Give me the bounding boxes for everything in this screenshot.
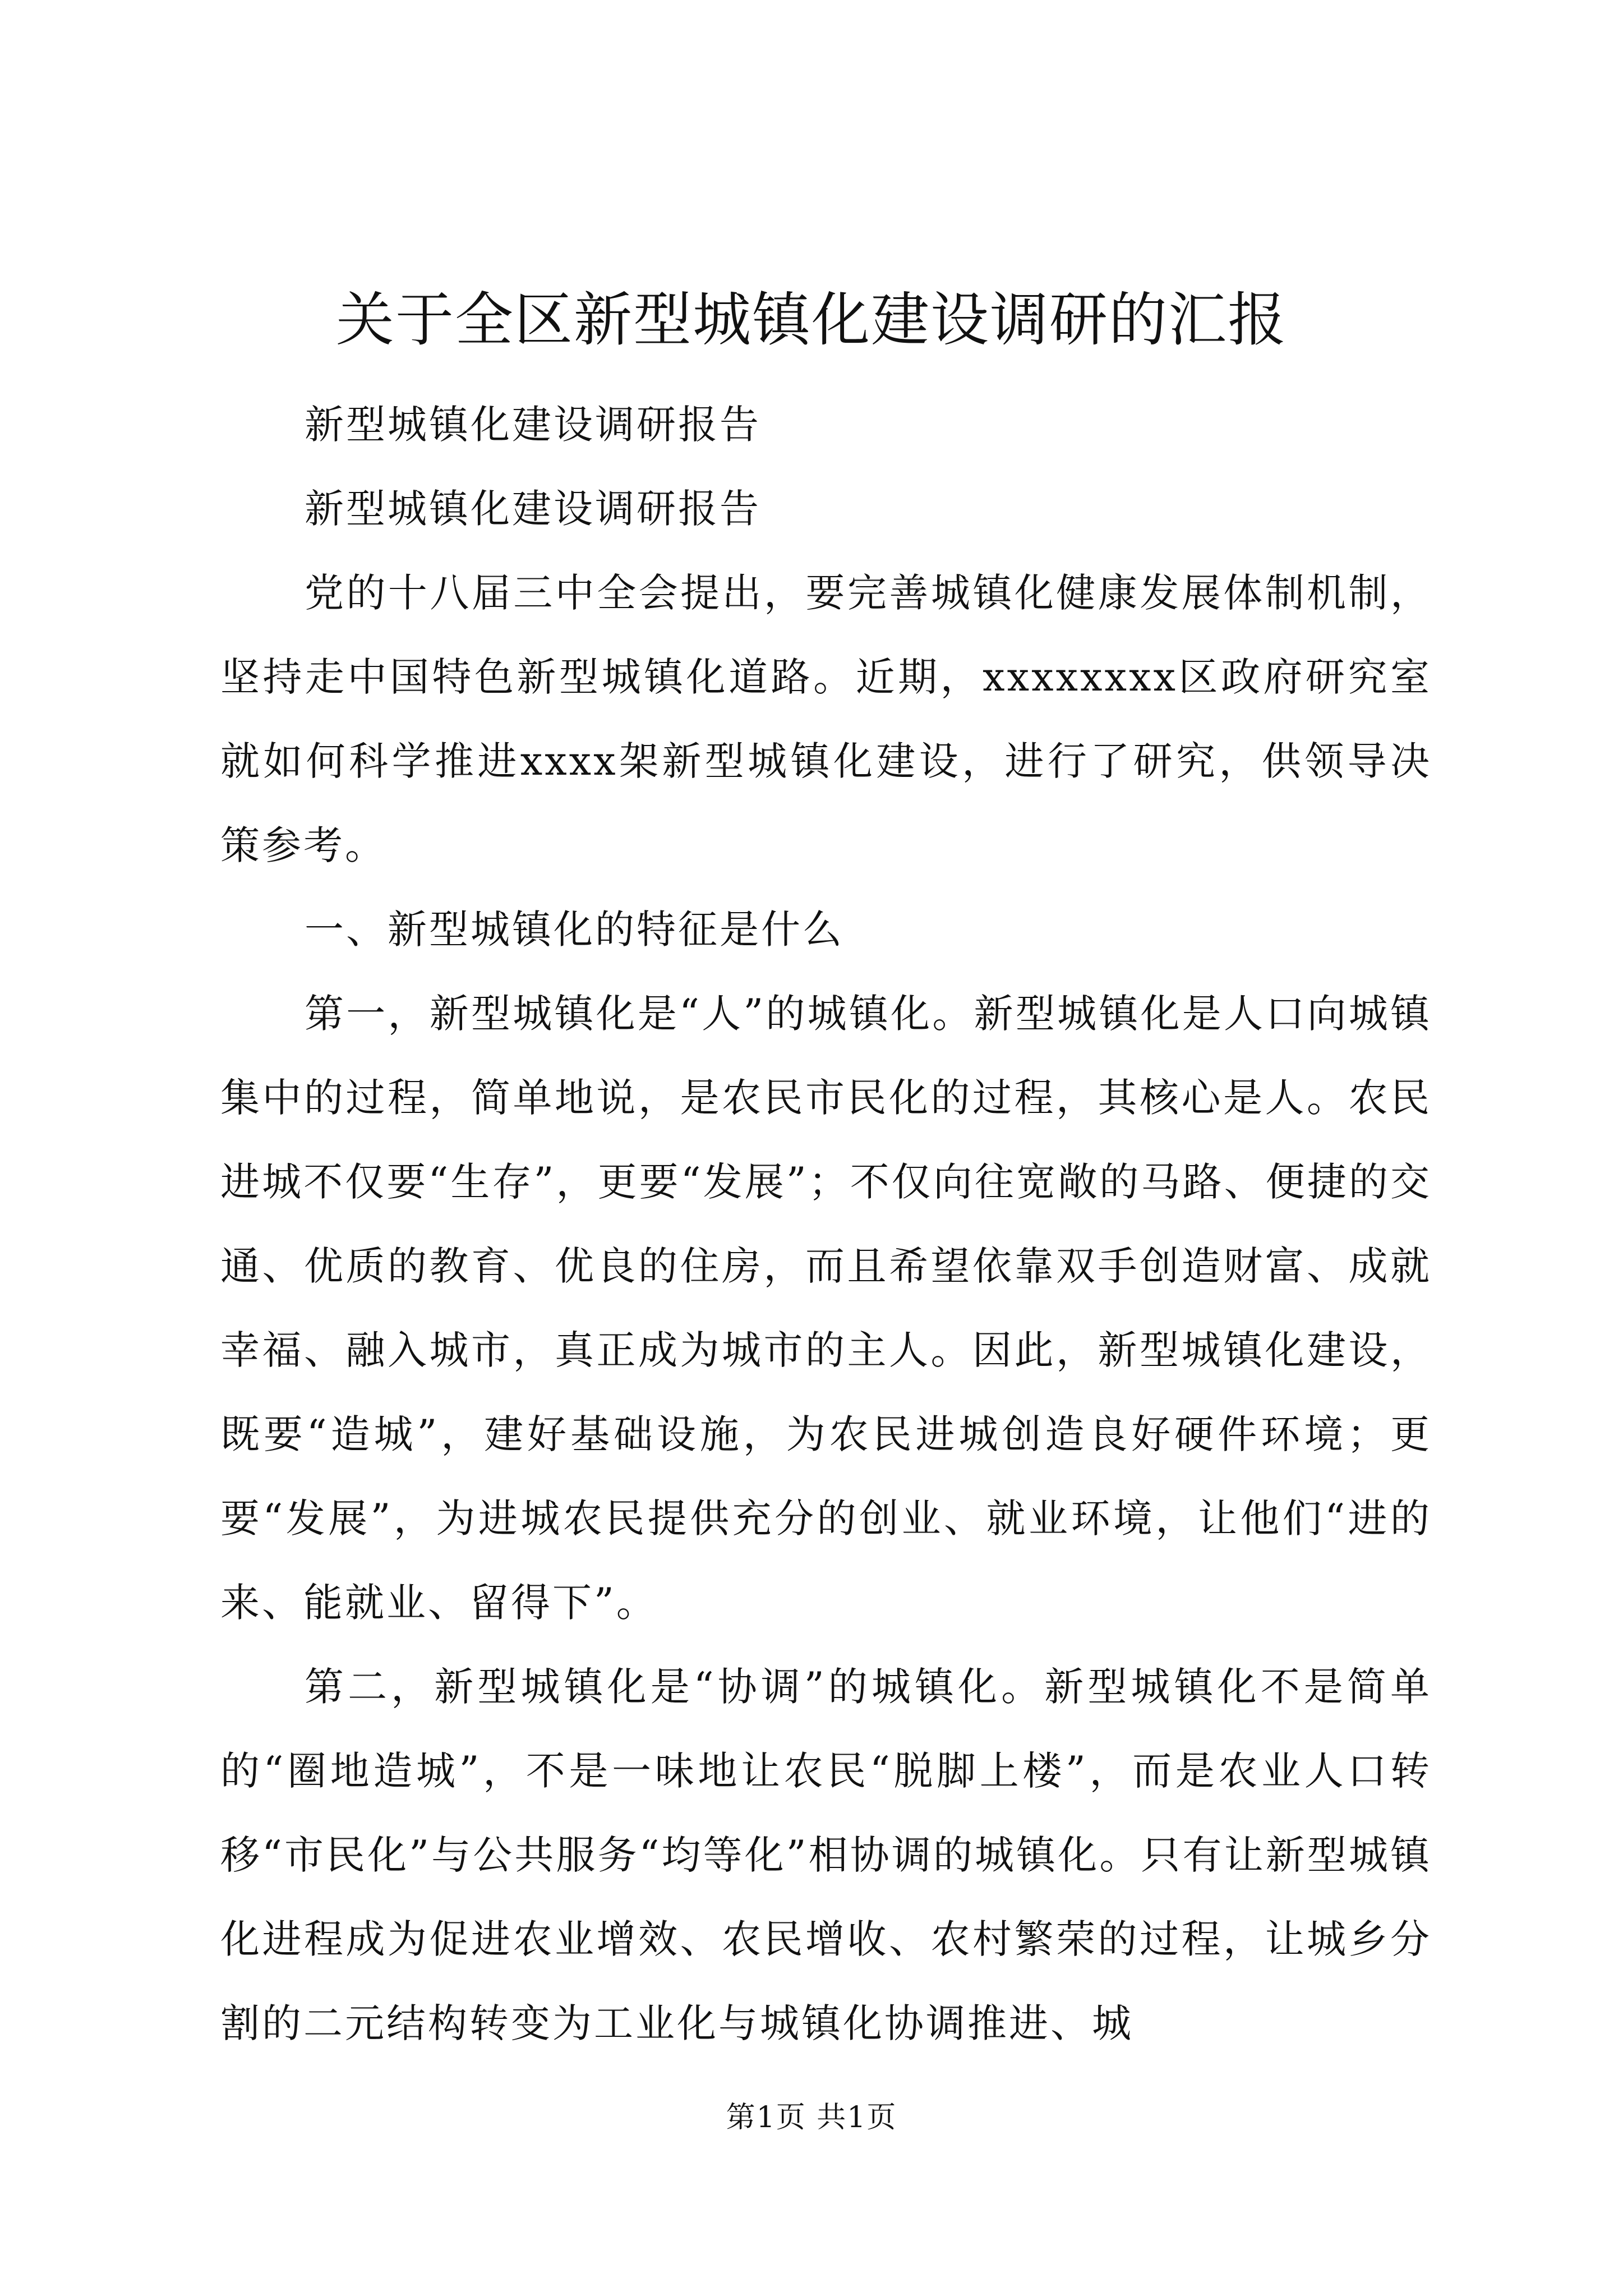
document-body	[220, 383, 1432, 2065]
subtitle-line-1: 新型城镇化建设调研报告	[305, 402, 761, 448]
page-number-footer: 第1页 共1页	[726, 2101, 897, 2134]
subtitle-line-2: 新型城镇化建设调研报告	[305, 486, 761, 532]
section-heading: 一、新型城镇化的特征是什么	[305, 907, 844, 953]
body-paragraph-second: 第二，新型城镇化是“协调”的城镇化。新型城镇化不是简单的“圈地造城”，不是一味地让农民“脱脚上楼”，而是农业人口转移“市民化”与公共服务“均等化”相协调的城镇化。只有让新型城镇化进程成为促进农业增效、农民增收、农村繁荣的过程，让城乡分割的二元结构转变为工业化与城镇化协调推进、城	[220, 1664, 1432, 2046]
document-title: 关于全区新型城镇化建设调研的汇报	[335, 286, 1287, 354]
body-paragraph-first: 第一，新型城镇化是“人”的城镇化。新型城镇化是人口向城镇集中的过程，简单地说，是农民市民化的过程，其核心是人。农民进城不仅要“生存”，更要“发展”；不仅向往宽敞的马路、便捷的交通、优质的教育、优良的住房，而且希望依靠双手创造财富、成就幸福、融入城市，真正成为城市的主人。因此，新型城镇化建设，既要“造城”，建好基础设施，为农民进城创造良好硬件环境；更要“发展”，为进城农民提供充分的创业、就业环境，让他们“进的来、能就业、留得下”。	[220, 991, 1432, 1626]
intro-paragraph: 党的十八届三中全会提出，要完善城镇化健康发展体制机制，坚持走中国特色新型城镇化道路。近期，xxxxxxxx区政府研究室就如何科学推进xxxx架新型城镇化建设，进行了研究，供领导决策参考。	[220, 570, 1432, 868]
